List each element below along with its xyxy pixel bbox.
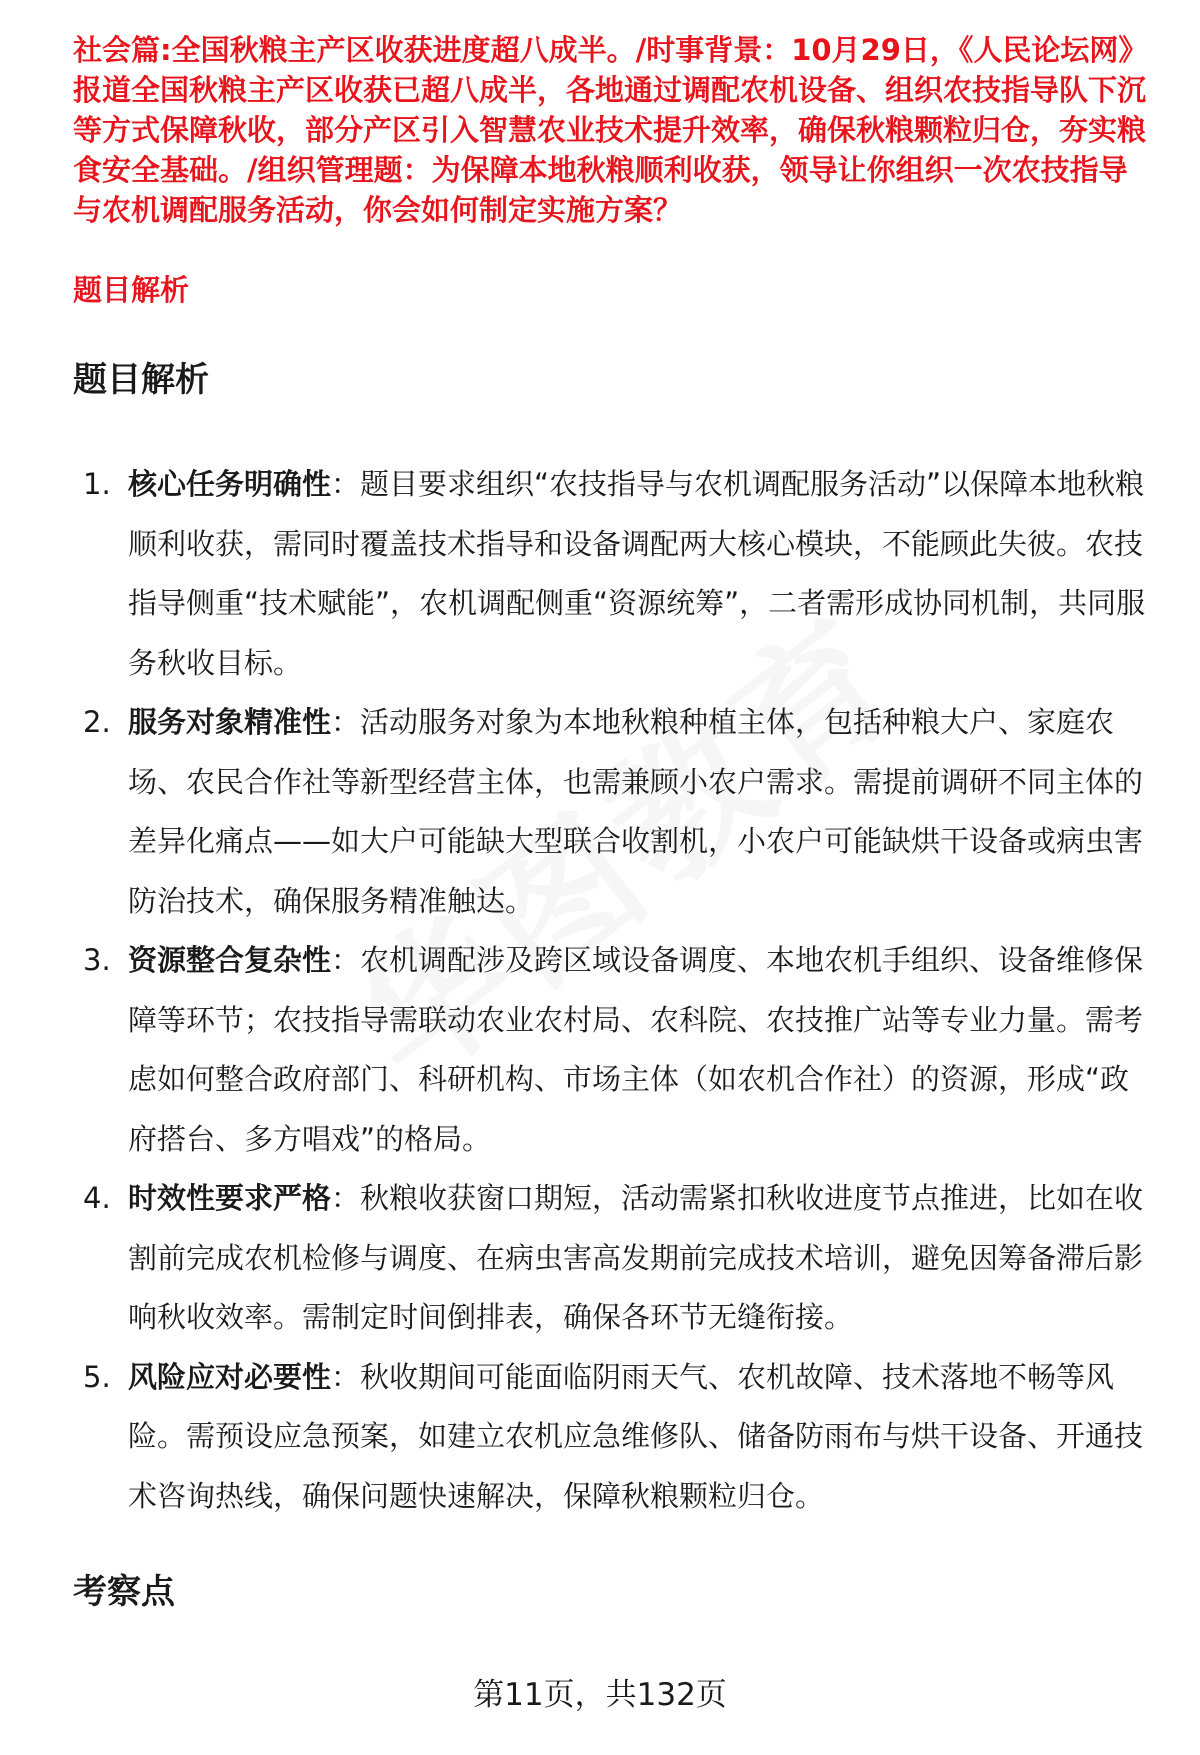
item-title: 时效性要求严格 [128, 1181, 332, 1215]
item-title: 风险应对必要性 [128, 1359, 332, 1394]
item-text: ：题目要求组织“农技指导与农机调配服务活动”以保障本地秋粮顺利收获，需同时覆盖技术指导和设备调配两大核心模块，不能顾此失彼。农技指导侧重“技术赋能”，农机调配侧重“资源统筹”，二者需形成协同机制，共同服务秋收目标。 [128, 467, 1146, 680]
item-text: ：秋粮收获窗口期短，活动需紧扣秋收进度节点推进，比如在收割前完成农机检修与调度、在病虫害高发期前完成技术培训，避免因筹备滞后影响秋收效率。需制定时间倒排表，确保各环节无缝衔接。 [128, 1181, 1144, 1334]
item-text: ：秋收期间可能面临阴雨天气、农机故障、技术落地不畅等风险。需预设应急预案，如建立农机应急维修队、储备防雨布与烘干设备、开通技术咨询热线，确保问题快速解决，保障秋粮颗粒归仓。 [128, 1359, 1144, 1513]
item-number: 2. [83, 705, 111, 739]
page-footer: 第11页，共132页 [473, 1677, 727, 1713]
item-title: 资源整合复杂性 [128, 943, 332, 977]
item-text: ：农机调配涉及跨区域设备调度、本地农机手组织、设备维修保障等环节；农技指导需联动农业农村局、农科院、农技推广站等专业力量。需考虑如何整合政府部门、科研机构、市场主体（如农机合作社）的资源，形成“政府搭台、多方唱戏”的格局。 [128, 943, 1144, 1156]
question-intro: 社会篇:全国秋粮主产区收获进度超八成半。/时事背景：10月29日，《人民论坛网》报道全国秋粮主产区收获已超八成半，各地通过调配农机设备、组织农技指导队下沉等方式保障秋收，部分产区引入智慧农业技术提升效率，确保秋粮颗粒归仓，夯实粮食安全基础。/组织管理题：为保障本地秋粮顺利收获，领导让你组织一次农技指导与农机调配服务活动，你会如何制定实施方案？ [73, 33, 1148, 227]
red-section-label: 题目解析 [73, 273, 190, 307]
analysis-heading: 题目解析 [73, 360, 209, 400]
exam-points-heading: 考察点 [73, 1572, 175, 1612]
item-text: ：活动服务对象为本地秋粮种植主体，包括种粮大户、家庭农场、农民合作社等新型经营主体，也需兼顾小农户需求。需提前调研不同主体的差异化痛点——如大户可能缺大型联合收割机，小农户可能缺烘干设备或病虫害防治技术，确保服务精准触达。 [128, 705, 1144, 918]
item-number: 4. [83, 1181, 111, 1215]
list-item [73, 693, 1153, 931]
item-number: 1. [83, 467, 111, 501]
item-title: 核心任务明确性 [128, 467, 332, 501]
list-item [73, 1169, 1153, 1348]
analysis-list [73, 455, 1153, 1526]
item-number: 3. [83, 943, 111, 977]
item-number: 5. [83, 1359, 111, 1394]
list-item [73, 931, 1153, 1169]
list-item [73, 1348, 1153, 1527]
item-title: 服务对象精准性 [128, 705, 332, 739]
list-item [73, 455, 1153, 693]
